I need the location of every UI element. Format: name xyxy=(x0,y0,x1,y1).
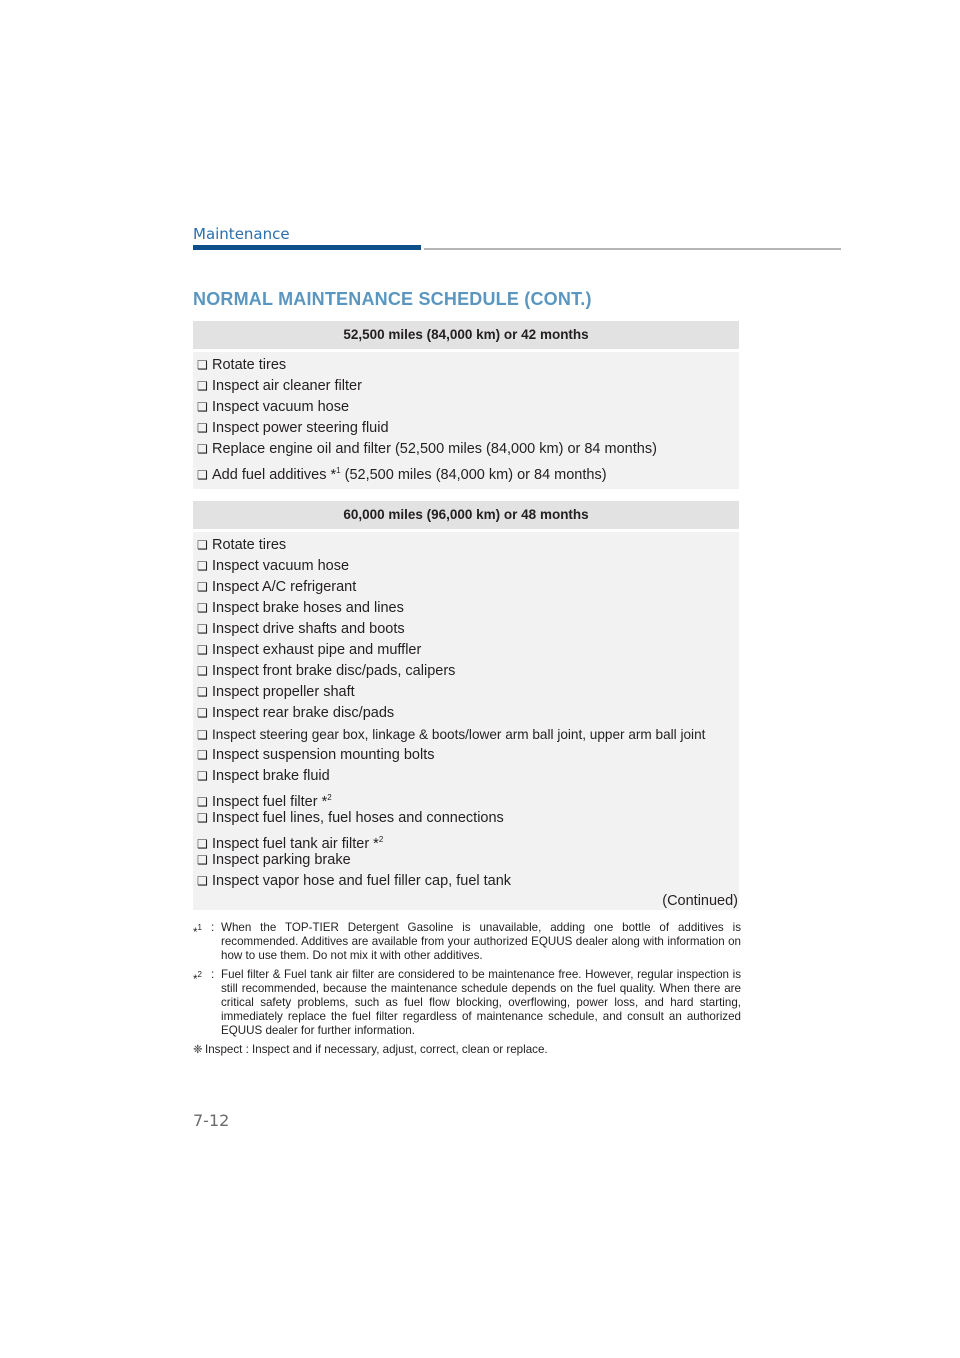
checkbox-icon: ❑ xyxy=(197,748,208,762)
schedule-heading: 52,500 miles (84,000 km) or 42 months xyxy=(193,321,739,349)
checklist-item xyxy=(197,418,739,439)
checkbox-icon: ❑ xyxy=(197,728,208,742)
checklist-item xyxy=(197,808,739,829)
checkbox-icon: ❑ xyxy=(197,643,208,657)
checkbox-icon: ❑ xyxy=(197,421,208,435)
checkbox-icon: ❑ xyxy=(197,442,208,456)
item-text-suffix: (52,500 miles (84,000 km) or 84 months) xyxy=(340,467,607,483)
item-text: Rotate tires xyxy=(212,357,287,373)
checklist-item xyxy=(197,745,739,766)
footnote-colon: : xyxy=(211,921,215,934)
checkbox-icon: ❑ xyxy=(197,538,208,552)
checklist-item xyxy=(197,850,739,871)
item-text: Inspect air cleaner filter xyxy=(212,378,362,394)
item-text: Inspect exhaust pipe and muffler xyxy=(212,642,422,658)
checkbox-icon: ❑ xyxy=(197,706,208,720)
item-text: Replace engine oil and filter (52,500 miles (84,000 km) or 84 months) xyxy=(212,441,657,457)
checklist-item xyxy=(197,397,739,418)
checklist-item xyxy=(197,640,739,661)
checkbox-icon: ❑ xyxy=(197,664,208,678)
item-text: Rotate tires xyxy=(212,537,287,553)
checklist-item xyxy=(197,619,739,640)
item-text: Inspect fuel filter * xyxy=(212,794,328,810)
item-text: Inspect parking brake xyxy=(212,852,351,868)
checkbox-icon: ❑ xyxy=(197,874,208,888)
checkbox-icon: ❑ xyxy=(197,468,208,482)
checklist xyxy=(193,352,739,481)
header-rule-accent xyxy=(193,245,421,250)
page-title: NORMAL MAINTENANCE SCHEDULE (CONT.) xyxy=(193,289,592,309)
checkbox-icon: ❑ xyxy=(197,379,208,393)
checkbox-icon: ❑ xyxy=(197,400,208,414)
item-text: Inspect steering gear box, linkage & boots/lower arm ball joint, upper arm ball joint xyxy=(212,727,706,742)
item-text: Inspect vapor hose and fuel filler cap, fuel tank xyxy=(212,873,512,889)
inspect-note xyxy=(193,1043,741,1057)
checklist-item xyxy=(197,376,739,397)
checkbox-icon: ❑ xyxy=(197,580,208,594)
schedule-box-52500 xyxy=(193,321,739,489)
item-text: Inspect propeller shaft xyxy=(212,684,355,700)
checklist-item xyxy=(197,598,739,619)
checkbox-icon: ❑ xyxy=(197,685,208,699)
checkbox-icon: ❑ xyxy=(197,601,208,615)
checkbox-icon: ❑ xyxy=(197,358,208,372)
page-number: 7-12 xyxy=(193,1111,230,1130)
section-tab: Maintenance xyxy=(193,225,290,243)
item-text: Inspect rear brake disc/pads xyxy=(212,705,395,721)
checkbox-icon: ❑ xyxy=(197,853,208,867)
checkbox-icon: ❑ xyxy=(197,837,208,851)
checklist-item xyxy=(197,577,739,598)
checkbox-icon: ❑ xyxy=(197,795,208,809)
checklist-item xyxy=(197,829,739,850)
checklist-item xyxy=(197,535,739,556)
item-text: Inspect brake hoses and lines xyxy=(212,600,404,616)
footnote-ref: 2 xyxy=(378,835,384,844)
item-text: Inspect fuel lines, fuel hoses and connections xyxy=(212,810,504,826)
footnotes xyxy=(193,921,741,1057)
continued-label: (Continued) xyxy=(662,893,738,909)
checklist xyxy=(193,532,739,892)
footnote-1 xyxy=(193,921,741,963)
footnote-ref: 1 xyxy=(336,466,341,475)
footnote-ref: 2 xyxy=(327,793,332,802)
checkbox-icon: ❑ xyxy=(197,811,208,825)
schedule-heading: 60,000 miles (96,000 km) or 48 months xyxy=(193,501,739,529)
footnote-text: Fuel filter & Fuel tank air filter are considered to be maintenance free. However, regular inspection is still recommended, because the maintenance schedule depends on the fuel quality. When there are critical safety problems, such as fuel flow blocking, overflowing, power loss, and hard starting, immediately replace the fuel filter regardless of maintenance schedule, and consult an authorized EQUUS dealer for further information. xyxy=(221,968,741,1037)
item-text: Add fuel additives * xyxy=(212,467,337,483)
item-text: Inspect fuel tank air filter * xyxy=(212,836,379,852)
item-text: Inspect front brake disc/pads, calipers xyxy=(212,663,456,679)
inspect-note-text: Inspect : Inspect and if necessary, adjust, correct, clean or replace. xyxy=(205,1043,548,1056)
footnote-2 xyxy=(193,968,741,1038)
item-text: Inspect vacuum hose xyxy=(212,399,350,415)
footnote-colon: : xyxy=(211,968,215,981)
checkbox-icon: ❑ xyxy=(197,769,208,783)
header-rule xyxy=(424,248,841,250)
checklist-item xyxy=(197,460,739,481)
footnote-mark: *$^2$ xyxy=(193,970,202,986)
checklist-item xyxy=(197,871,739,892)
checkbox-icon: ❑ xyxy=(197,559,208,573)
item-text: Inspect A/C refrigerant xyxy=(212,579,357,595)
schedule-box-60000 xyxy=(193,501,739,910)
checklist-item xyxy=(197,682,739,703)
item-text: Inspect brake fluid xyxy=(212,768,330,784)
footnote-mark: *$^1$ xyxy=(193,923,202,939)
checklist-item xyxy=(197,661,739,682)
checklist-item xyxy=(197,439,739,460)
item-text: Inspect vacuum hose xyxy=(212,558,350,574)
checklist-item xyxy=(197,355,739,376)
asterism-icon: ❈ xyxy=(193,1043,203,1056)
footnote-text: When the TOP-TIER Detergent Gasoline is unavailable, adding one bottle of additives is recommended. Additives are available from your authorized EQUUS dealer along with information on how to use them. Do not mix it with other additives. xyxy=(221,921,741,962)
checklist-item xyxy=(197,787,739,808)
checkbox-icon: ❑ xyxy=(197,622,208,636)
item-text: Inspect power steering fluid xyxy=(212,420,389,436)
checklist-item xyxy=(197,556,739,577)
item-text: Inspect drive shafts and boots xyxy=(212,621,405,637)
item-text: Inspect suspension mounting bolts xyxy=(212,747,435,763)
checklist-item xyxy=(197,724,739,745)
checklist-item xyxy=(197,766,739,787)
checklist-item xyxy=(197,703,739,724)
